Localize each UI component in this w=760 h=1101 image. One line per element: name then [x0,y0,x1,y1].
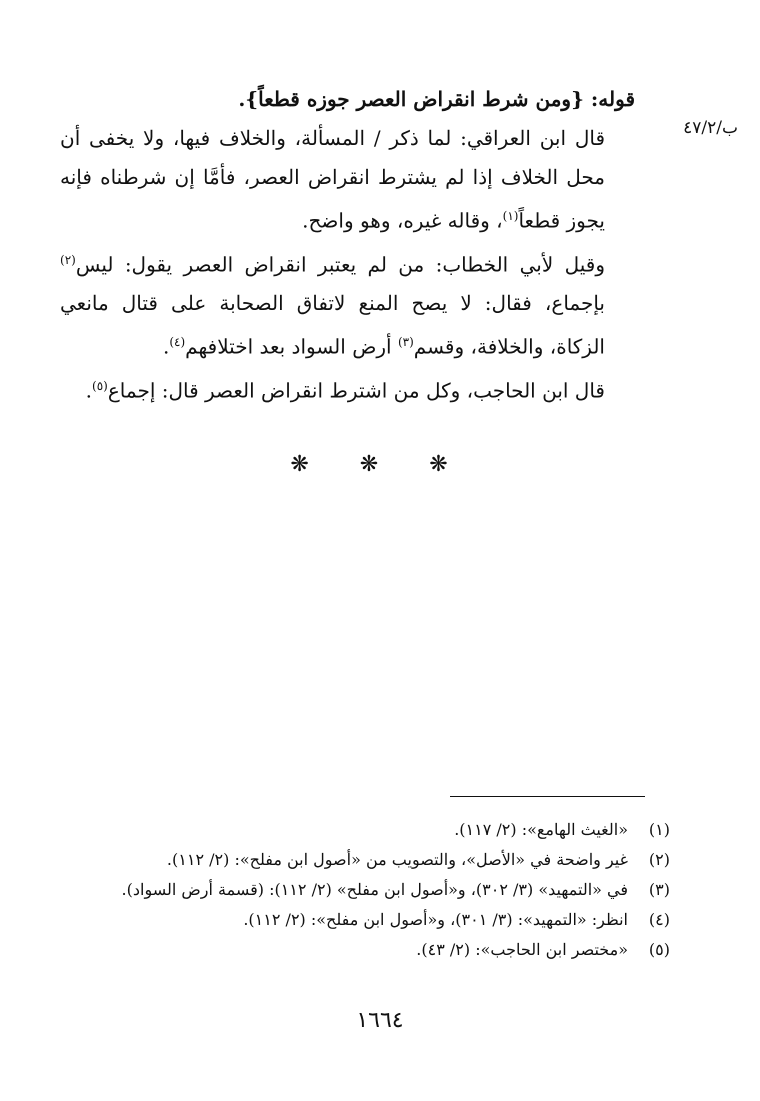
footnote-text: «مختصر ابن الحاجب»: (٢/ ٤٣). [416,940,628,959]
footnote-item [60,815,670,845]
footnote-rule [450,796,645,797]
footnote-ref-2: (٢) [60,252,76,267]
paragraph-ibn-hajib [60,367,645,411]
footnote-ref-4: (٤) [169,335,186,350]
paragraph-text: قال ابن العراقي: لما ذكر / المسألة، والخلاف فيها، ولا يخفى أن محل الخلاف إذا لم يشترط انقراض العصر، فأمَّا إن شرطناه فإنه يجوز قطعاً [60,126,605,233]
footnote-item [60,905,670,935]
paragraph-tail: ، وقاله غيره، وهو واضح. [302,208,503,233]
footnote-text: في «التمهيد» (٣/ ٣٠٢)، و«أصول ابن مفلح» (٢/ ١١٢): (قسمة أرض السواد). [121,880,628,899]
footnotes [60,815,670,965]
paragraph-text: قوله: {ومن شرط انقراض العصر جوزه قطعاً}. [238,87,635,111]
section-separator: ❋ ❋ ❋ [290,452,470,477]
footnote-item [60,935,670,965]
footnote-text: انظر: «التمهيد»: (٣/ ٣٠١)، و«أصول ابن مفلح»: (٢/ ١١٢). [243,910,628,929]
paragraph-text: قال ابن الحاجب، وكل من اشترط انقراض العصر قال: إجماع [107,378,605,403]
footnote-ref-1: (١) [502,209,519,223]
margin-reference: ب/٤٧/٢ [683,118,738,138]
footnote-number: (٢) [648,850,670,869]
main-text [60,80,645,411]
paragraph-tail: . [162,334,170,359]
footnote-text: «الغيث الهامع»: (٢/ ١١٧). [454,820,628,839]
paragraph-text: وقيل لأبي الخطاب: من لم يعتبر انقراض العصر يقول: ليس [75,252,605,277]
footnote-item [60,845,670,875]
page-number: ١٦٦٤ [356,1008,404,1033]
paragraph-ibn-iraqi [60,119,645,241]
paragraph-middle-2: أرض السواد بعد اختلافهم [185,334,398,359]
paragraph-abu-khattab [60,241,645,367]
footnote-number: (٤) [648,910,670,929]
footnote-number: (٥) [648,940,670,959]
footnote-text: غير واضحة في «الأصل»، والتصويب من «أصول ابن مفلح»: (٢/ ١١٢). [166,850,628,869]
footnote-number: (٣) [648,880,670,899]
footnote-ref-3: (٣) [397,335,414,350]
footnote-number: (١) [648,820,670,839]
paragraph-middle: بإجماع، فقال: لا يصح المنع لاتفاق الصحابة على قتال مانعي الزكاة، والخلافة، وقسم [60,291,605,359]
footnote-ref-5: (٥) [92,378,108,393]
paragraph-tail: . [85,378,93,403]
footnote-item [60,875,670,905]
quoted-heading [60,80,645,119]
